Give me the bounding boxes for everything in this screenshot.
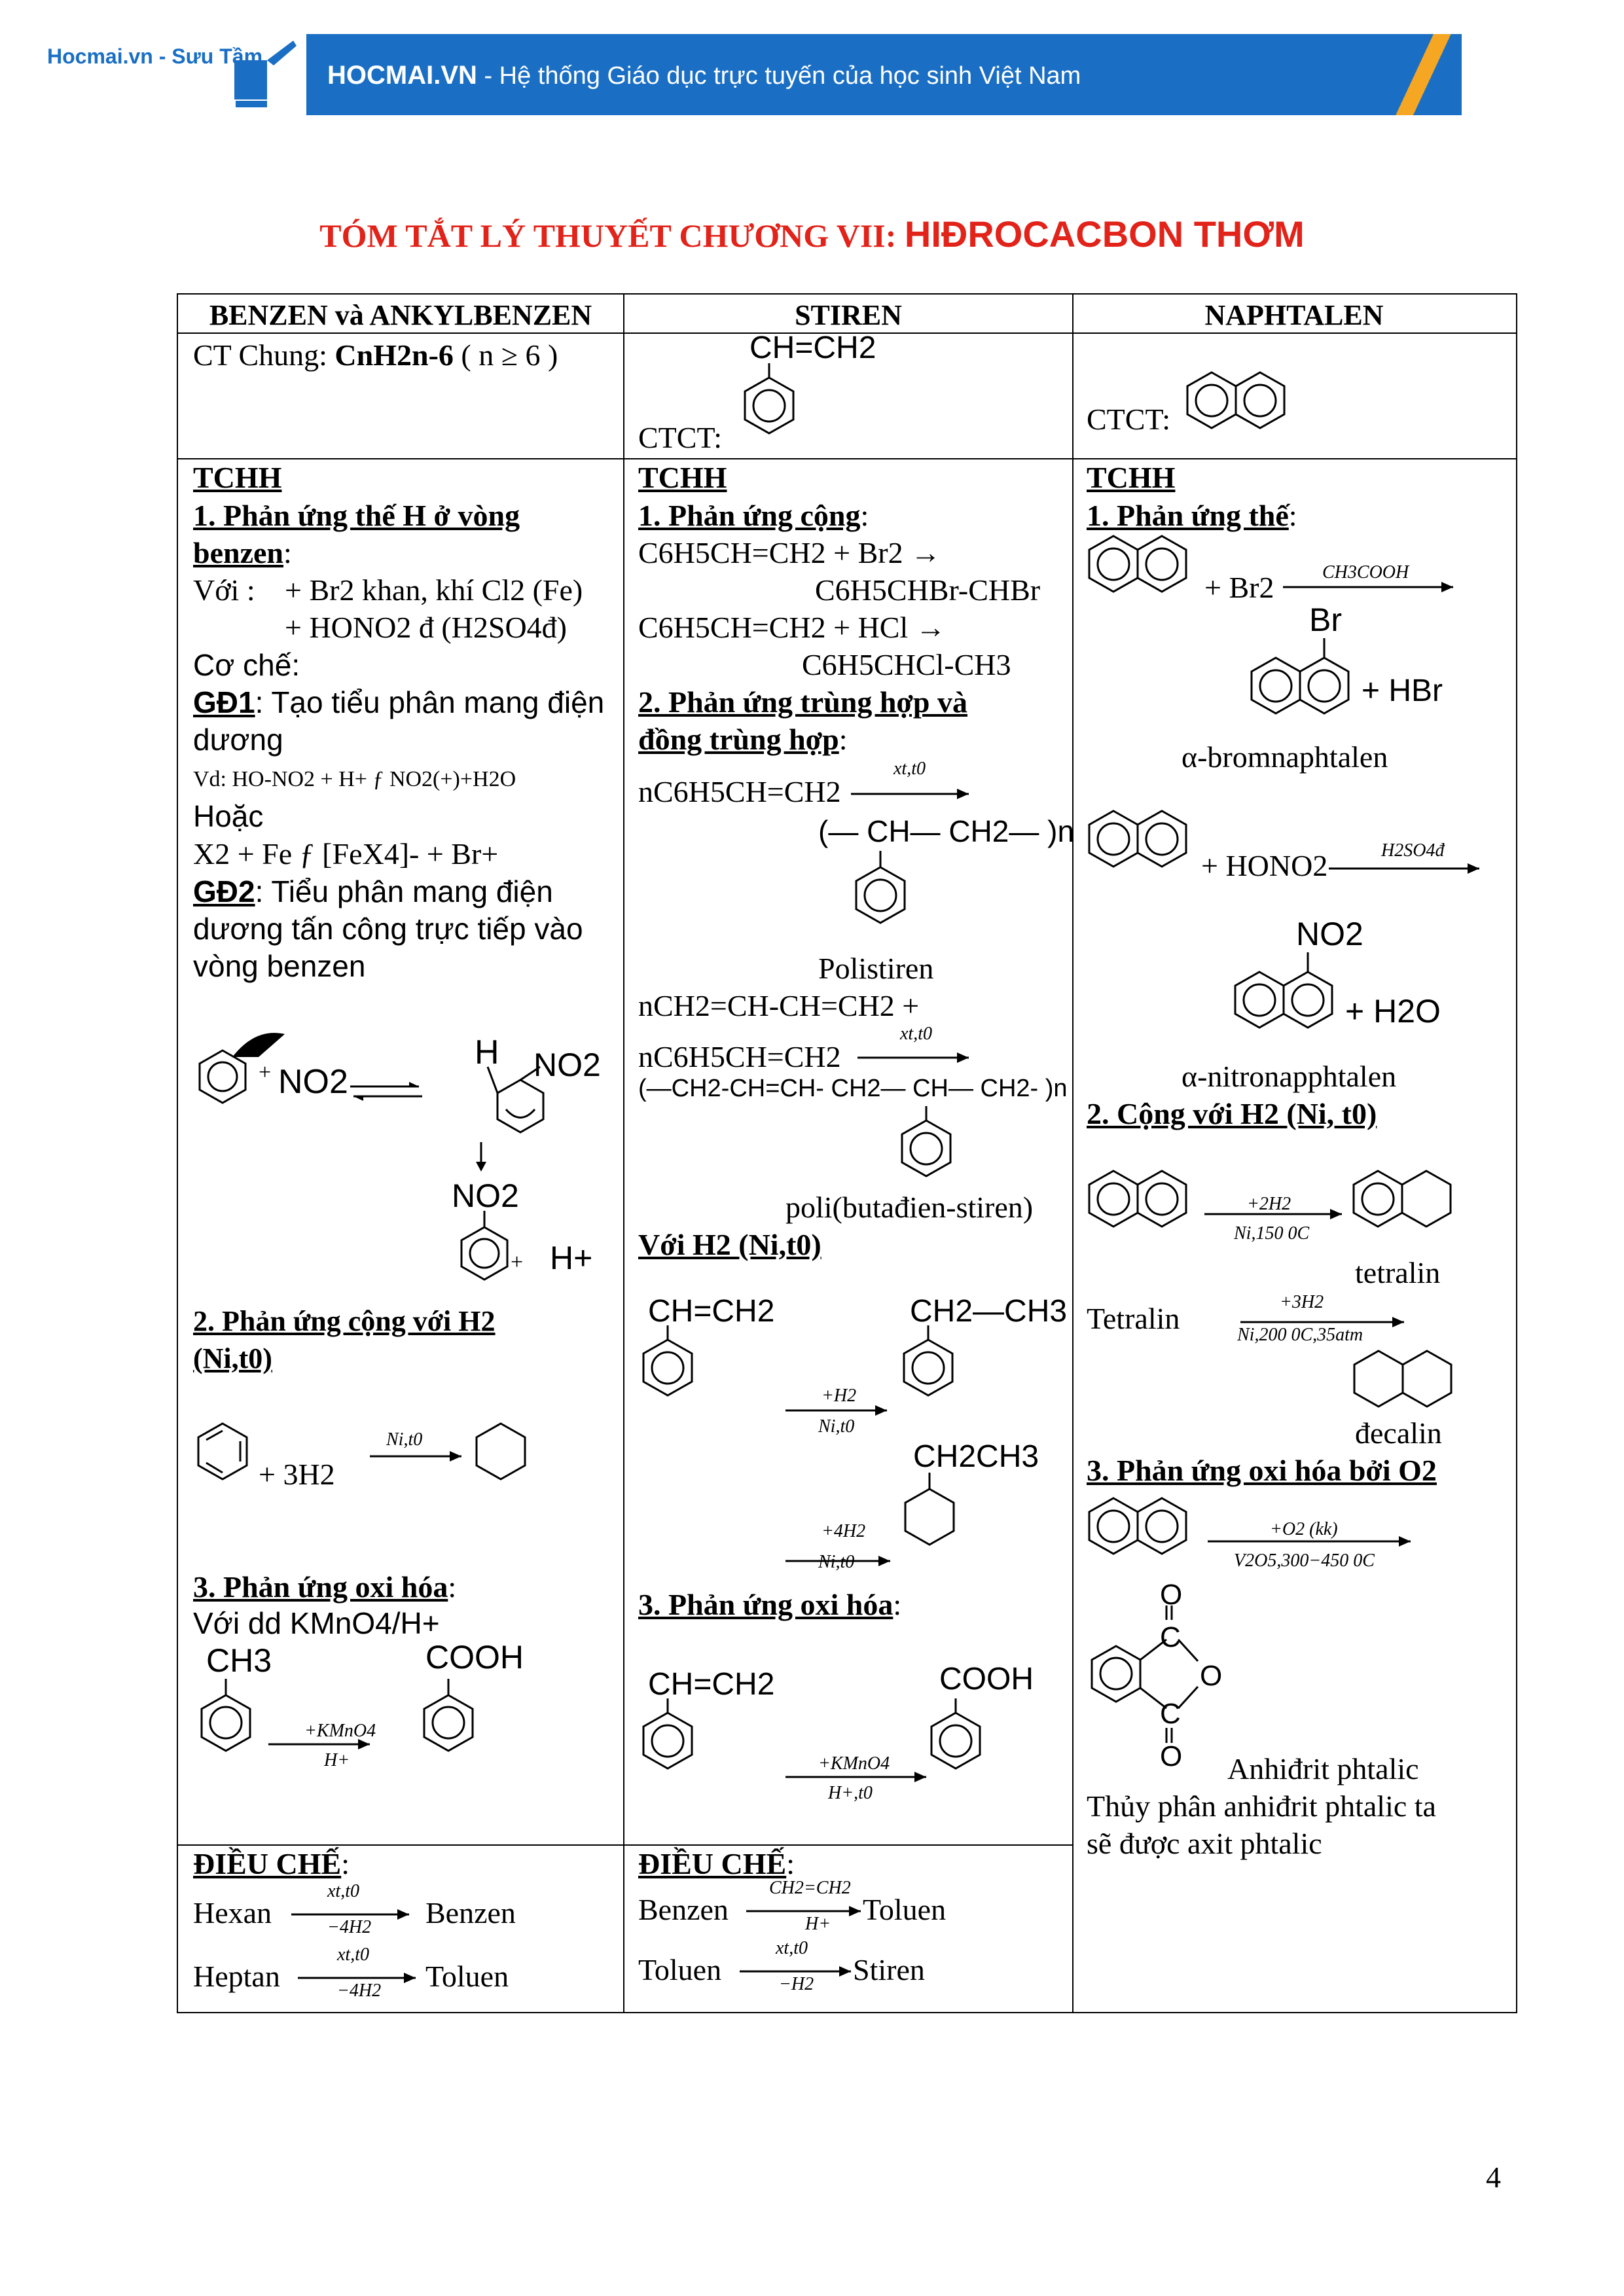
stiren-ring-icon (740, 363, 805, 442)
c3-hbr: + HBr (1362, 673, 1443, 708)
c3-note1: Thủy phân anhiđrit phtalic ta (1087, 1789, 1436, 1823)
source-tag: Hocmai.vn - Sưu Tầm (47, 45, 263, 68)
c3-section3-title: 3. Phản ứng oxi hóa bởi O2 (1087, 1454, 1437, 1487)
c2-copoly-a: nCH2=CH-CH=CH2 + (638, 989, 920, 1022)
c3-h2-cond2-top: +3H2 (1280, 1292, 1324, 1312)
c2-eq1a: C6H5CH=CH2 + Br2 → (638, 536, 941, 569)
col-divider-2 (1072, 293, 1074, 2012)
c2-polistiren-name: Polistiren (818, 952, 934, 985)
mech-no2-product: NO2 (452, 1177, 519, 1214)
anhydride-c-bot: C (1160, 1698, 1181, 1730)
dieuche-toluen-cond-top: xt,t0 (776, 1938, 808, 1958)
c3-br-product-name: α-bromnaphtalen (1182, 740, 1388, 774)
c2-poly1-cond: xt,t0 (893, 759, 926, 779)
dieuche-benzen-product: Benzen (425, 1896, 516, 1929)
header-tagline (327, 61, 1081, 90)
c3-h2-cond1-bot: Ni,150 0C (1234, 1223, 1310, 1244)
c3-h2-cond1-top: +2H2 (1247, 1194, 1291, 1214)
toluene-oxidation-diagram (193, 1672, 586, 1777)
col-header-benzen: BENZEN và ANKYLBENZEN (209, 299, 592, 331)
c3-section1-title: 1. Phản ứng thế: (1087, 499, 1297, 532)
c1-dieuche-title: ĐIỀU CHẾ: (193, 1847, 350, 1880)
c2-h2-title: Với H2 (Ni,t0) (638, 1228, 821, 1261)
c1-gd2-cont2: vòng benzen (193, 949, 366, 983)
dieuche-stiren-product: Stiren (853, 1953, 925, 1986)
c2-section2-title-b: đồng trùng hợp: (638, 723, 848, 756)
c3-no2-product-name: α-nitronapphtalen (1182, 1060, 1397, 1093)
c1-section1-title-b: benzen: (193, 536, 292, 569)
dieuche-hexan: Hexan (193, 1896, 272, 1929)
c1-gd2-cont: dương tấn công trực tiếp vào (193, 912, 583, 946)
dieuche-toluen-cond-bot: −H2 (779, 1974, 814, 1994)
dieuche-toluen-product2: Toluen (863, 1893, 947, 1926)
c2-h2-cond2-bot: Ni,t0 (818, 1552, 855, 1572)
col-divider-1 (623, 293, 624, 2012)
copoly-ring-icon (897, 1106, 962, 1191)
mech-no2-reagent: NO2 (278, 1063, 348, 1101)
c2-ox-cooh: COOH (939, 1662, 1034, 1696)
decalin-structure-icon (1352, 1348, 1476, 1414)
naphtalen-bromination-diagram (1087, 533, 1512, 625)
mech-hplus: H+ (550, 1240, 593, 1276)
c1-gd1-cont: dương (193, 723, 283, 757)
c2-section2-title: 2. Phản ứng trùng hợp và (638, 685, 967, 719)
naphtalen-ctct-label: CTCT: (1087, 403, 1171, 436)
c1-gd1: GĐ1: Tạo tiểu phân mang điện (193, 685, 605, 719)
c1-section3-title: 3. Phản ứng oxi hóa: (193, 1570, 457, 1604)
c2-eq2a: C6H5CH=CH2 + HCl → (638, 611, 946, 644)
dieuche-benzen-cond-top: CH2=CH2 (769, 1878, 851, 1898)
mech-plus1: + (259, 1060, 272, 1085)
c3-hono2-cond: H2SO4đ (1381, 840, 1445, 861)
c1-section2-title: 2. Phản ứng cộng với H2 (193, 1305, 496, 1337)
dieuche-toluen: Toluen (638, 1953, 722, 1986)
c1-reagent1: + Br2 khan, khí Cl2 (Fe) (285, 573, 583, 607)
nitronaphtalen-structure-icon (1224, 952, 1342, 1037)
c3-h2o: + H2O (1345, 993, 1441, 1030)
toluene-ox-top: +KMnO4 (304, 1721, 376, 1741)
benzene-h2-cond: Ni,t0 (386, 1429, 423, 1450)
c2-h2-cond1-top: +H2 (821, 1386, 857, 1406)
c2-copoly-arrow (857, 1046, 988, 1072)
col-header-naphtalen: NAPHTALEN (1204, 299, 1384, 331)
c3-tetralin-label: Tetralin (1087, 1302, 1180, 1335)
row1-line (177, 458, 1516, 459)
dieuche-benzen: Benzen (638, 1893, 729, 1926)
col-header-stiren: STIREN (795, 299, 902, 331)
c2-h2-ethylbenzene-group: CH2—CH3 (910, 1294, 1068, 1329)
general-formula: CT Chung: CnH2n-6 ( n ≥ 6 ) (193, 338, 558, 372)
c2-eq1b: C6H5CHBr-CHBr (815, 573, 1041, 607)
c3-o2-cond-bot: V2O5,300−450 0C (1234, 1551, 1375, 1571)
c2-ox-bot: H+,t0 (828, 1783, 873, 1803)
c2-eq2b: C6H5CHCl-CH3 (802, 648, 1011, 681)
c2-h2-cond1-bot: Ni,t0 (818, 1416, 855, 1437)
stiren-ctct-label: CTCT: (638, 421, 723, 454)
c3-br2-cond: CH3COOH (1322, 562, 1409, 583)
toluene-ch3: CH3 (206, 1642, 272, 1679)
dieuche-heptan: Heptan (193, 1960, 280, 1993)
c3-anhydride-name: Anhiđrit phtalic (1227, 1752, 1419, 1785)
styrene-oxidation-diagram (638, 1698, 1044, 1797)
c2-copoly-b: nC6H5CH=CH2 (638, 1040, 841, 1073)
dieuche-heptan-cond-top: xt,t0 (337, 1945, 369, 1965)
c1-example: Vd: HO-NO2 + H+ ƒ NO2(+)+H2O (193, 767, 516, 791)
bromonaphtalen-structure-icon (1240, 638, 1358, 723)
anhydride-o-top: O (1160, 1579, 1183, 1611)
benzene-h2-reagent: + 3H2 (259, 1458, 335, 1491)
c2-tchh-heading: TCHH (638, 461, 727, 494)
dieuche-heptan-cond-bot: −4H2 (337, 1981, 382, 2001)
dieuche-toluen-product: Toluen (425, 1960, 509, 1993)
c1-hoac: Hoặc (193, 799, 264, 833)
c2-h2-styrene-group: CH=CH2 (648, 1294, 775, 1329)
c2-dieuche-title: ĐIỀU CHẾ: (638, 1847, 795, 1880)
c3-o2-cond-top: +O2 (kk) (1270, 1519, 1338, 1539)
mech-h-label: H (475, 1033, 499, 1071)
c3-br2: + Br2 (1204, 571, 1274, 604)
anhydride-c-top: C (1160, 1621, 1181, 1653)
c3-note2: sẽ được axit phtalic (1087, 1827, 1322, 1860)
anhydride-o-bot: O (1160, 1740, 1183, 1772)
stiren-vinyl-group: CH=CH2 (749, 331, 876, 365)
benzoic-cooh: COOH (425, 1639, 524, 1676)
c2-poly1: nC6H5CH=CH2 (638, 775, 841, 808)
c2-section1-title: 1. Phản ứng cộng: (638, 499, 869, 532)
c3-hono2: + HONO2 (1201, 849, 1328, 882)
mech-no2-intermediate: NO2 (533, 1047, 601, 1083)
c2-poly1-chain: (— CH— CH2— )n (818, 814, 1075, 848)
page-title (0, 213, 1624, 255)
dieuche-line (177, 1844, 1074, 1846)
c2-copoly-chain: (—CH2-CH=CH- CH2— CH— CH2- )n (638, 1075, 1068, 1102)
c1-kmno4: Với dd KMnO4/H+ (193, 1606, 440, 1640)
c2-copoly-name: poli(butađien-stiren) (785, 1191, 1034, 1224)
c2-ox-top: +KMnO4 (818, 1753, 890, 1774)
brand-name: HOCMAI.VN (327, 61, 477, 90)
polystyrene-ring-icon (851, 851, 916, 936)
c1-tchh-heading: TCHH (193, 461, 282, 494)
toluene-ox-bot: H+ (324, 1750, 350, 1770)
c3-tetralin-name: tetralin (1355, 1256, 1441, 1289)
c3-no2-label: NO2 (1296, 916, 1363, 952)
c3-h2-cond2-bot: Ni,200 0C,35atm (1237, 1325, 1363, 1345)
dieuche-hexan-cond-bot: −4H2 (327, 1917, 372, 1937)
c2-ox-styrene-group: CH=CH2 (648, 1667, 775, 1702)
c1-coche: Cơ chế: (193, 648, 300, 682)
header-accent-stripe (1381, 34, 1460, 115)
tagline-text: - Hệ thống Giáo dục trực tuyến của học sinh Việt Nam (477, 62, 1081, 90)
c1-halogen-eq: X2 + Fe ƒ [FeX4]- + Br+ (193, 837, 499, 870)
c1-section2-title-b: (Ni,t0) (193, 1342, 272, 1374)
anhydride-o-ring: O (1200, 1660, 1223, 1692)
dieuche-hexan-cond-top: xt,t0 (327, 1881, 359, 1901)
c2-copoly-cond: xt,t0 (900, 1024, 932, 1044)
c3-tchh-heading: TCHH (1087, 461, 1176, 494)
naphtalen-structure-icon (1185, 370, 1296, 432)
c1-gd2: GĐ2: Tiểu phân mang điện (193, 874, 553, 908)
c2-poly1-arrow (851, 782, 982, 808)
page-number: 4 (1486, 2161, 1501, 2194)
mech-plus2: + (511, 1250, 524, 1274)
c2-h2-cond2-top: +4H2 (821, 1521, 866, 1541)
c3-decalin-name: đecalin (1355, 1416, 1442, 1450)
c1-voi: Với : (193, 573, 255, 607)
c2-section3-title: 3. Phản ứng oxi hóa: (638, 1588, 902, 1621)
c3-br-label: Br (1309, 601, 1342, 638)
c1-section1-title: 1. Phản ứng thế H ở vòng (193, 499, 520, 532)
title-part2: HIĐROCACBON THƠM (904, 213, 1305, 255)
c2-h2-ethylcyclohexane-group: CH2CH3 (913, 1439, 1039, 1474)
dieuche-benzen-cond-bot: H+ (805, 1914, 831, 1934)
title-part1: TÓM TẮT LÝ THUYẾT CHƯƠNG VII: (319, 217, 905, 254)
c3-section2-title: 2. Cộng với H2 (Ni, t0) (1087, 1097, 1377, 1130)
c1-reagent2: + HONO2 đ (H2SO4đ) (285, 611, 567, 644)
